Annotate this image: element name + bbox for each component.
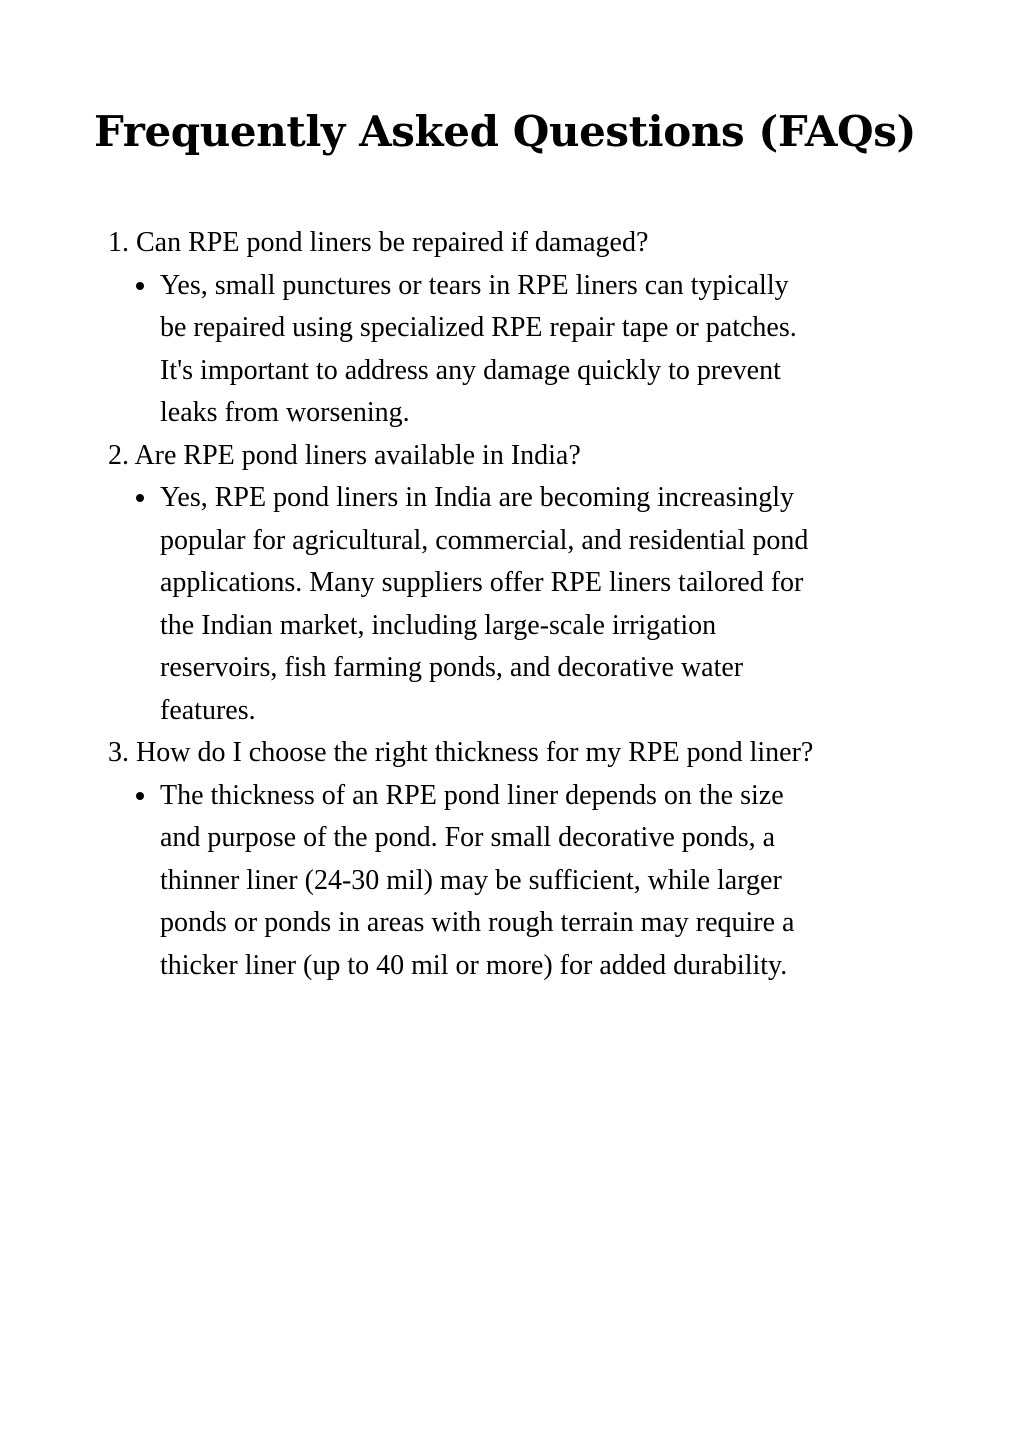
answer-line: thinner liner (24-30 mil) may be sufficient, while larger (160, 864, 782, 896)
answer-line: The thickness of an RPE pond liner depends on the size (160, 779, 784, 811)
faq-item-2 (108, 435, 938, 733)
faq-answer-2 (160, 477, 938, 732)
answer-line: leaks from worsening. (160, 397, 410, 428)
faq-answer-3 (160, 775, 938, 988)
bullet-icon (136, 282, 144, 290)
answer-line: features. (160, 694, 256, 726)
answer-line: reservoirs, fish farming ponds, and decorative water (160, 652, 744, 683)
answer-line: the Indian market, including large-scale irrigation (160, 609, 717, 641)
answer-line: Yes, RPE pond liners in India are becoming increasingly (160, 482, 795, 513)
bullet-icon (136, 792, 144, 800)
answer-line: be repaired using specialized RPE repair tape or patches. (160, 312, 797, 343)
answer-line: thicker liner (up to 40 mil or more) for added durability. (160, 949, 788, 981)
answer-line: Yes, small punctures or tears in RPE liners can typically (160, 269, 789, 301)
answer-line: and purpose of the pond. For small decorative ponds, a (160, 822, 776, 853)
faq-item-3 (108, 732, 938, 987)
answer-line: ponds or ponds in areas with rough terrain may require a (160, 907, 795, 938)
answer-line: applications. Many suppliers offer RPE liners tailored for (160, 567, 804, 598)
faq-answer-list-1 (108, 265, 938, 435)
answer-line: It's important to address any damage quickly to prevent (160, 354, 781, 386)
faq-question-3: 3. How do I choose the right thickness for my RPE pond liner? (108, 737, 814, 768)
bullet-icon (136, 494, 144, 502)
faq-answer-list-2 (108, 477, 938, 732)
faq-answer-list-3 (108, 775, 938, 988)
faq-list (108, 222, 938, 987)
faq-question-2: 2. Are RPE pond liners available in India? (108, 439, 581, 471)
answer-line: popular for agricultural, commercial, and residential pond (160, 524, 809, 556)
faq-question-1: 1. Can RPE pond liners be repaired if damaged? (108, 227, 649, 258)
faq-answer-1 (160, 265, 938, 435)
faq-item-1 (108, 222, 938, 435)
page-title: Frequently Asked Questions (FAQs) (94, 107, 916, 156)
